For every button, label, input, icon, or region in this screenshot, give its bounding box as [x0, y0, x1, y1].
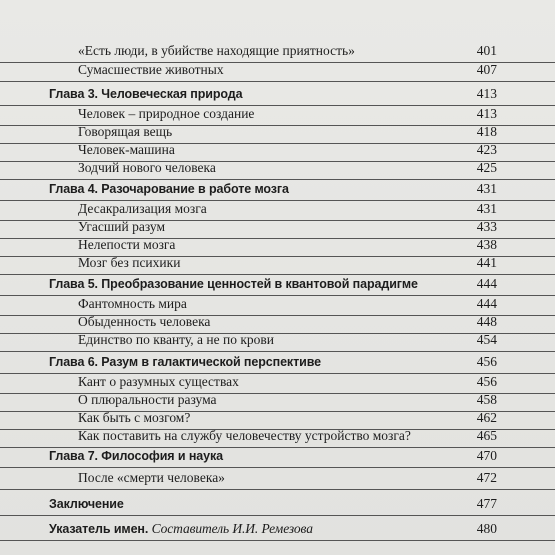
toc-chapter-entry [0, 446, 555, 468]
toc-entry-title: Человек – природное создание [78, 106, 255, 121]
chapter-title: Глава 7. Философия и наука [49, 449, 223, 463]
chapter-title: Заключение [49, 497, 124, 511]
toc-entry-page: 456 [476, 354, 497, 369]
toc-section-entry [0, 330, 555, 352]
toc-entry-title [49, 447, 223, 465]
toc-entry-title [49, 495, 124, 513]
toc-entry-title: Единство по кванту, а не по крови [78, 332, 275, 347]
toc-chapter-entry [0, 179, 555, 201]
toc-entry-title: Сумасшествие животных [78, 62, 224, 77]
toc-chapter-entry [0, 84, 555, 106]
toc-entry-page: 423 [476, 142, 497, 157]
toc-entry-page: 407 [476, 62, 497, 77]
toc-section-entry [0, 60, 555, 82]
toc-entry-title: Кант о разумных существах [78, 374, 239, 389]
toc-entry-title [49, 520, 313, 538]
toc-entry-title: Говорящая вещь [78, 124, 173, 139]
toc-entry-title [49, 353, 321, 371]
toc-entry-page: 413 [476, 86, 497, 101]
toc-chapter-entry [0, 494, 555, 516]
toc-section-entry [0, 158, 555, 180]
toc-entry-page: 401 [476, 43, 497, 58]
toc-entry-page: 425 [476, 160, 497, 175]
toc-entry-title: Зодчий нового человека [78, 160, 216, 175]
toc-entry-page: 472 [476, 470, 497, 485]
toc-chapter-entry [0, 274, 555, 296]
toc-entry-page: 456 [476, 374, 497, 389]
toc-entry-page: 433 [476, 219, 497, 234]
toc-entry-title: Обыденность человека [78, 314, 211, 329]
toc-section-entry [0, 253, 555, 275]
chapter-title: Глава 5. Преобразование ценностей в квантовой парадигме [49, 277, 418, 291]
toc-chapter-entry [0, 352, 555, 374]
toc-entry-title: Как поставить на службу человечеству устройство мозга? [78, 428, 411, 443]
toc-section-entry [0, 426, 555, 448]
toc-entry-title: Человек-машина [78, 142, 175, 157]
toc-chapter-entry [0, 519, 555, 541]
toc-entry-page: 431 [476, 201, 497, 216]
toc-entry-page: 477 [476, 496, 497, 511]
toc-entry-title: Угасший разум [78, 219, 166, 234]
toc-entry-page: 448 [476, 314, 497, 329]
toc-entry-page: 441 [476, 255, 497, 270]
toc-entry-title [49, 275, 418, 293]
toc-section-entry [0, 468, 555, 490]
toc-entry-title: Нелепости мозга [78, 237, 176, 252]
toc-entry-title [49, 180, 289, 198]
toc-entry-page: 465 [476, 428, 497, 443]
toc-entry-page: 470 [476, 448, 497, 463]
toc-entry-page: 462 [476, 410, 497, 425]
toc-entry-title [49, 85, 242, 103]
chapter-title: Глава 3. Человеческая природа [49, 87, 243, 101]
toc-entry-title: «Есть люди, в убийстве находящие приятность» [78, 43, 355, 58]
chapter-title: Указатель имен. [49, 522, 149, 536]
toc-entry-title: После «смерти человека» [78, 470, 225, 485]
toc-entry-page: 480 [476, 521, 497, 536]
toc-entry-page: 454 [476, 332, 497, 347]
chapter-subtitle: Составитель И.И. Ремезова [151, 521, 313, 536]
toc-entry-page: 444 [476, 296, 497, 311]
toc-entry-title: Мозг без психики [78, 255, 181, 270]
toc-entry-page: 444 [476, 276, 497, 291]
toc-entry-page: 413 [476, 106, 497, 121]
toc-entry-page: 458 [476, 392, 497, 407]
toc-entry-title: Десакрализация мозга [78, 201, 207, 216]
toc-entry-page: 431 [476, 181, 497, 196]
chapter-title: Глава 6. Разум в галактической перспективе [49, 355, 321, 369]
toc-entry-title: О плюральности разума [78, 392, 217, 407]
toc-entry-title: Как быть с мозгом? [78, 410, 191, 425]
chapter-title: Глава 4. Разочарование в работе мозга [49, 182, 289, 196]
toc-entry-page: 418 [476, 124, 497, 139]
toc-entry-page: 438 [476, 237, 497, 252]
toc-entry-title: Фантомность мира [78, 296, 187, 311]
